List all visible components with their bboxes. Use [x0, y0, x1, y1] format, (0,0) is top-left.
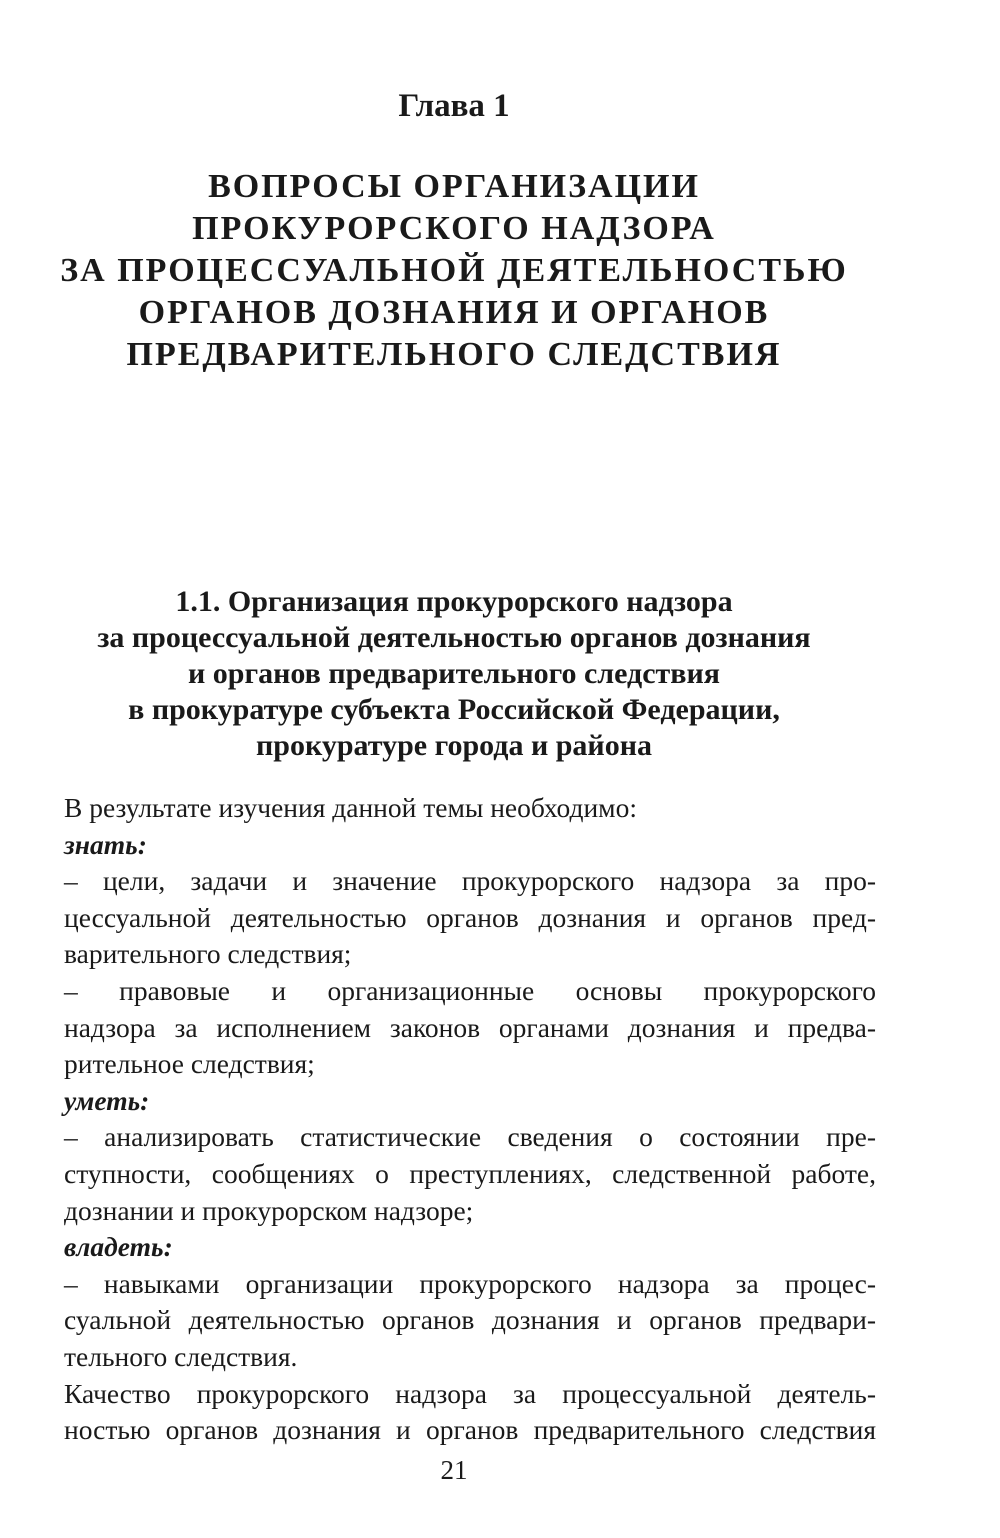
chapter-title-line: ВОПРОСЫ ОРГАНИЗАЦИИ	[208, 168, 700, 205]
body-text	[64, 790, 876, 1449]
chapter-title-line: ЗА ПРОЦЕССУАЛЬНОЙ ДЕЯТЕЛЬНОСТЬЮ	[60, 252, 848, 289]
body-line: дознании и прокурорском надзоре;	[64, 1194, 474, 1226]
section-title-line: 1.1. Организация прокурорского надзора	[175, 585, 733, 618]
body-line: Качество прокурорского надзора за процессуальной деятель-	[64, 1377, 876, 1409]
body-line: тельного следствия.	[64, 1340, 298, 1372]
chapter-title	[0, 166, 908, 376]
section-title-line: за процессуальной деятельностью органов дознания	[97, 621, 811, 654]
section-title-line: и органов предварительного следствия	[188, 657, 720, 690]
body-line: надзора за исполнением законов органами дознания и предва-	[64, 1011, 876, 1043]
body-line: В результате изучения данной темы необходимо:	[64, 792, 637, 823]
body-line: – правовые и организационные основы прокурорского	[64, 974, 876, 1006]
learning-term-can: уметь:	[64, 1084, 150, 1116]
learning-term-know: знать:	[64, 828, 147, 860]
section-title	[0, 584, 908, 764]
body-line: цессуальной деятельностью органов дознания и органов пред-	[64, 901, 876, 933]
learning-term-master: владеть:	[64, 1231, 173, 1263]
section-title-line: прокуратуре города и района	[256, 729, 652, 762]
body-line: ступности, сообщениях о преступлениях, следственной работе,	[64, 1157, 876, 1189]
body-line: суальной деятельностью органов дознания и органов предвари-	[64, 1304, 876, 1336]
body-line: – анализировать статистические сведения о состоянии пре-	[64, 1121, 876, 1153]
page-number: 21	[440, 1455, 468, 1485]
chapter-title-line: ПРЕДВАРИТЕЛЬНОГО СЛЕДСТВИЯ	[126, 336, 782, 373]
chapter-title-line: ПРОКУРОРСКОГО НАДЗОРА	[192, 210, 716, 247]
body-line: рительное следствия;	[64, 1048, 315, 1080]
section-title-line: в прокуратуре субъекта Российской Федерации,	[128, 693, 780, 726]
body-line: – навыками организации прокурорского надзора за процес-	[64, 1267, 876, 1299]
chapter-title-line: ОРГАНОВ ДОЗНАНИЯ И ОРГАНОВ	[138, 294, 770, 331]
body-line: ностью органов дознания и органов предварительного следствия	[64, 1414, 876, 1446]
chapter-label: Глава 1	[398, 88, 510, 124]
body-line: варительного следствия;	[64, 938, 352, 970]
body-line: – цели, задачи и значение прокурорского надзора за про-	[64, 865, 876, 897]
